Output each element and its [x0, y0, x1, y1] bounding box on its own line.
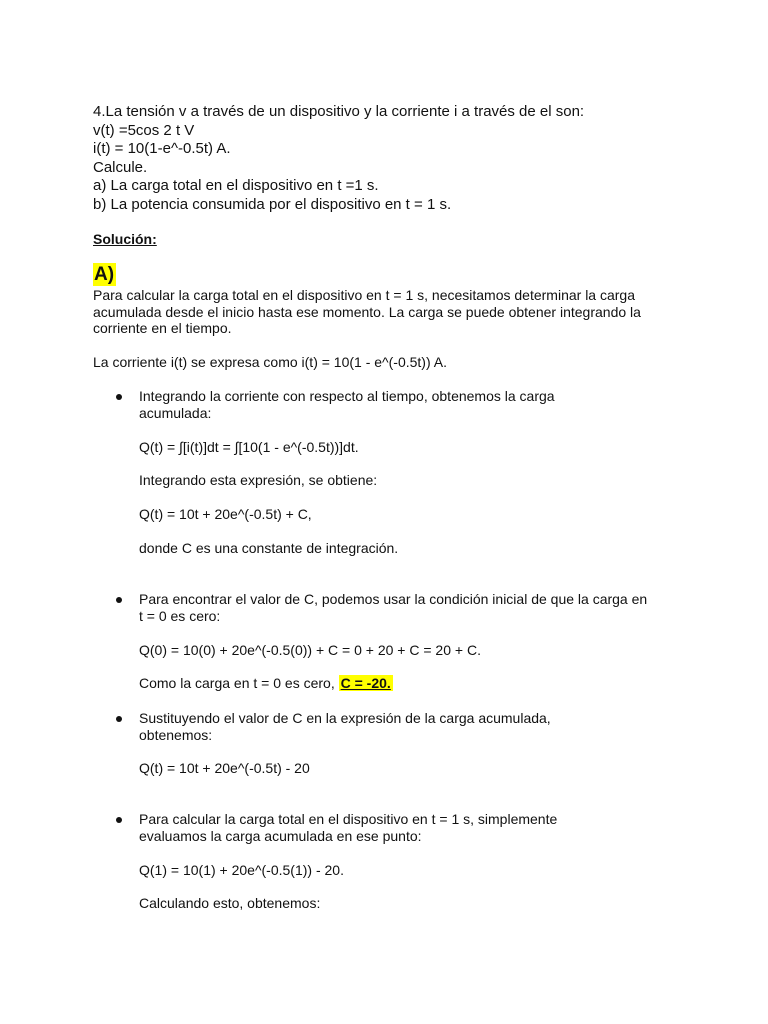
solution-heading: Solución: [93, 231, 157, 247]
bullet-2-eq-2 [139, 675, 393, 692]
bullet-3-text: Sustituyendo el valor de C en la expresión de la carga acumulada, obtenemos: [139, 710, 551, 743]
bullet-4-text: Para calcular la carga total en el dispositivo en t = 1 s, simplemente evaluamos la carga acumulada en ese punto: [139, 811, 558, 844]
bullet-2-text: Para encontrar el valor de C, podemos usar la condición inicial de que la carga en t = 0 es cero: [139, 591, 648, 624]
problem-line-3: i(t) = 10(1-e^-0.5t) A. [93, 140, 231, 157]
current-expression: La corriente i(t) se expresa como i(t) = 10(1 - e^(-0.5t)) A. [93, 354, 447, 370]
problem-line-5: a) La carga total en el dispositivo en t =1 s. [93, 177, 379, 194]
bullet-2-eq-1: Q(0) = 10(0) + 20e^(-0.5(0)) + C = 0 + 20 + C = 20 + C. [139, 642, 481, 658]
bullet-icon [116, 597, 122, 603]
bullet-1-text: Integrando la corriente con respecto al tiempo, obtenemos la carga acumulada: [139, 388, 555, 421]
bullet-1-eq-1: Q(t) = ∫[i(t)]dt = ∫[10(1 - e^(-0.5t))]dt. [139, 439, 359, 455]
bullet-4-eq-2: Calculando esto, obtenemos: [139, 895, 321, 911]
intro-paragraph: Para calcular la carga total en el dispositivo en t = 1 s, necesitamos determinar la carga acumulada desde el inicio hasta ese momento. La carga se puede obtener integrando la corriente en el tiempo. [93, 287, 641, 336]
section-a-label: A) [94, 264, 115, 285]
problem-line-1: 4.La tensión v a través de un dispositivo y la corriente i a través de el son: [93, 103, 585, 120]
bullet-icon [116, 817, 122, 823]
bullet-1-eq-4: donde C es una constante de integración. [139, 540, 399, 556]
problem-line-6: b) La potencia consumida por el dispositivo en t = 1 s. [93, 195, 452, 213]
bullet-1-eq-2: Integrando esta expresión, se obtiene: [139, 472, 378, 488]
bullet-3-eq-1: Q(t) = 10t + 20e^(-0.5t) - 20 [139, 760, 310, 776]
bullet-4-eq-1: Q(1) = 10(1) + 20e^(-0.5(1)) - 20. [139, 862, 344, 878]
bullet-1-eq-3: Q(t) = 10t + 20e^(-0.5t) + C, [139, 506, 312, 522]
bullet-icon [116, 394, 122, 400]
problem-line-4: Calcule. [93, 158, 148, 176]
problem-statement [93, 103, 733, 214]
highlighted-result: C = -20. [340, 675, 391, 691]
problem-line-2: v(t) =5cos 2 t V [93, 121, 195, 139]
bullet-2-eq-2-prefix: Como la carga en t = 0 es cero, [139, 675, 339, 691]
bullet-icon [116, 716, 122, 722]
